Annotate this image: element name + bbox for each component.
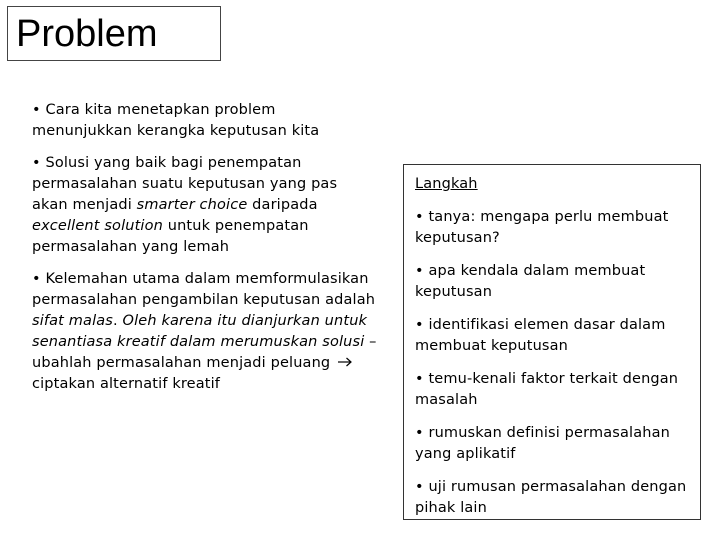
bullet: • [415, 317, 424, 333]
left-column [32, 100, 377, 395]
list-item [415, 369, 693, 411]
italic-smarter-choice: smarter choice [136, 197, 248, 213]
step-text: identifikasi elemen dasar dalam membuat keputusan [415, 317, 666, 354]
page-title: Problem [16, 13, 158, 55]
steps-heading: Langkah [415, 176, 478, 192]
paragraph-problem-framing [32, 100, 377, 142]
italic-excellent-solution: excellent solution [32, 218, 163, 234]
step-text: uji rumusan permasalahan dengan pihak lain [415, 479, 687, 516]
bullet: • [415, 425, 424, 441]
step-text: temu-kenali faktor terkait dengan masalah [415, 371, 679, 408]
list-item [415, 207, 693, 249]
bullet: • [32, 155, 41, 171]
paragraph-text: – ubahlah permasalahan menjadi peluang [32, 334, 377, 371]
paragraph-text: Cara kita menetapkan problem menunjukkan kerangka keputusan kita [32, 102, 320, 139]
paragraph-text: untuk penempatan permasalahan yang lemah [32, 218, 309, 255]
steps-list [415, 207, 693, 519]
paragraph-good-solution [32, 153, 377, 258]
paragraph-main-weakness [32, 269, 377, 395]
paragraph-text: daripada [247, 197, 318, 213]
steps-box [403, 164, 701, 520]
bullet: • [415, 371, 424, 387]
list-item [415, 423, 693, 465]
steps-content [415, 174, 693, 519]
paragraph-text: . [113, 313, 123, 329]
paragraph-text: Solusi yang baik bagi penempatan permasalahan suatu keputusan yang pas akan menjadi [32, 155, 338, 213]
bullet: • [32, 271, 41, 287]
paragraph-text: Kelemahan utama dalam memformulasikan permasalahan pengambilan keputusan adalah [32, 271, 376, 308]
bullet: • [415, 209, 424, 225]
step-text: rumuskan definisi permasalahan yang aplikatif [415, 425, 670, 462]
italic-advice: Oleh karena itu dianjurkan untuk senantiasa kreatif dalam merumuskan solusi [32, 313, 368, 350]
bullet: • [415, 479, 424, 495]
paragraph-text: ciptakan alternatif kreatif [32, 376, 221, 392]
list-item [415, 315, 693, 357]
step-text: apa kendala dalam membuat keputusan [415, 263, 646, 300]
list-item [415, 261, 693, 303]
bullet: • [415, 263, 424, 279]
list-item [415, 477, 693, 519]
title-box [7, 6, 221, 61]
bullet: • [32, 102, 41, 118]
arrow-right-icon [337, 357, 353, 367]
italic-sifat-malas: sifat malas [32, 313, 113, 329]
step-text: tanya: mengapa perlu membuat keputusan? [415, 209, 669, 246]
